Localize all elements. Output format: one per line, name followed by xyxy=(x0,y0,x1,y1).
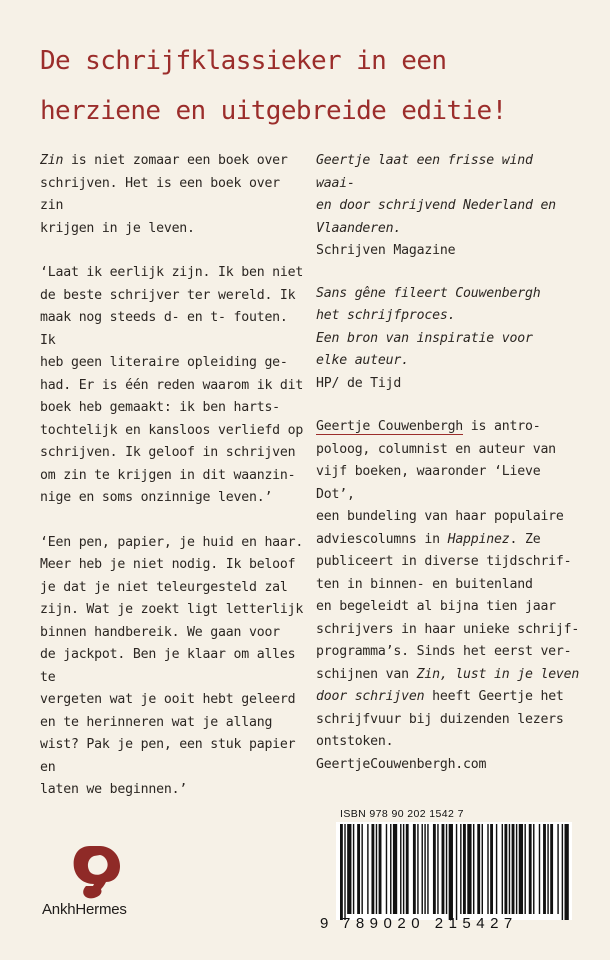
barcode-bar xyxy=(473,824,474,914)
bio-book-title: Zin, lust in je leven door schrijven xyxy=(316,666,580,704)
barcode-bar xyxy=(490,824,493,914)
barcode-bar xyxy=(422,824,423,914)
headline-line-1: De schrijfklassieker in een xyxy=(40,46,447,76)
barcode-bar xyxy=(347,824,351,914)
barcode-bar xyxy=(406,824,409,914)
left-column xyxy=(40,150,308,824)
intro-text: is niet zomaar een boek over schrijven. Het is een boek over zin krijgen in je leven. xyxy=(40,153,288,236)
barcode-bar xyxy=(547,824,548,914)
barcode-bar xyxy=(519,824,523,914)
barcode-bar xyxy=(371,824,374,914)
barcode-bar xyxy=(386,824,387,914)
barcode-bar xyxy=(460,824,461,914)
barcode-bar xyxy=(449,824,453,920)
intro-title: Zin xyxy=(40,153,64,168)
barcode-bar xyxy=(562,824,563,920)
barcode-bar xyxy=(565,824,569,920)
barcode-bar xyxy=(516,824,517,914)
review-quote-source: Schrijven Magazine xyxy=(316,243,456,258)
barcode-bar xyxy=(367,824,368,914)
barcode-bar xyxy=(437,824,438,914)
barcode-bar xyxy=(524,824,525,914)
barcode-bar xyxy=(512,824,515,914)
bio-magazine: Happinez xyxy=(447,531,510,547)
barcode-bar xyxy=(529,824,532,914)
barcode-bar xyxy=(504,824,507,914)
barcode-bar xyxy=(509,824,510,914)
barcode-bar xyxy=(487,824,488,914)
barcode-bar xyxy=(353,824,354,914)
review-quote-2 xyxy=(316,283,578,396)
barcode-bar xyxy=(361,824,362,914)
review-quote-source: HP/ de Tijd xyxy=(316,375,402,391)
barcode-bar xyxy=(533,824,534,914)
barcode-bars xyxy=(336,822,572,920)
barcode-bar xyxy=(456,824,457,920)
barcode-bar xyxy=(502,824,503,914)
author-bio-text xyxy=(316,416,582,776)
barcode-bar xyxy=(376,824,377,914)
bio-fragment: is antro- xyxy=(463,419,541,434)
barcode xyxy=(336,822,572,920)
barcode-bar xyxy=(390,824,391,914)
barcode-bar xyxy=(550,824,553,914)
barcode-bar xyxy=(433,824,436,914)
intro-paragraph xyxy=(40,150,308,240)
quote-paragraph-2: ‘Een pen, papier, je huid en haar. Meer heb je niet nodig. Ik beloof je dat je niet teleurgesteld zal zijn. Wat je zoekt ligt letterlijk binnen handbereik. We gaan voor de jackpot. Ben je klaar om alles te vergeten wat je ooit hebt geleerd en te herinneren wat je allang wist? Pak je pen, een stuk papier en laten we beginnen.’ xyxy=(40,534,304,797)
barcode-bar xyxy=(424,824,425,914)
barcode-bar xyxy=(417,824,418,914)
headline xyxy=(40,36,580,136)
barcode-bar xyxy=(340,824,343,920)
barcode-bar xyxy=(467,824,471,914)
barcode-bar xyxy=(446,824,447,914)
bio-fragment: . Ze publiceert in diverse tijdschrif- ten in binnen- en buitenland en begeleidt al bijna tien jaar schrijvers in haar unieke schrijf- programma’s. Sinds het eerst ver- schijnen van xyxy=(316,531,580,682)
barcode-bar xyxy=(557,824,558,914)
barcode-bar xyxy=(413,824,416,914)
review-quote-text: Geertje laat een frisse wind waai- en door schrijvend Nederland en Vlaanderen. xyxy=(316,153,556,236)
barcode-bar xyxy=(477,824,480,914)
bio-fragment: poloog, columnist en auteur van vijf boeken, waaronder ‘Lieve Dot’, een bundeling van haar populaire adviescolumns in xyxy=(316,441,564,547)
barcode-bar xyxy=(393,824,397,914)
headline-line-2: herziene en uitgebreide editie! xyxy=(40,96,507,126)
barcode-bar xyxy=(427,824,428,914)
author-bio xyxy=(316,416,582,776)
barcode-bar xyxy=(344,824,345,920)
author-website: GeertjeCouwenbergh.com xyxy=(316,756,487,772)
author-name: Geertje Couwenbergh xyxy=(316,419,464,434)
barcode-bar xyxy=(400,824,401,914)
barcode-bar xyxy=(403,824,404,914)
review-quote-text: Sans gêne fileert Couwenbergh het schrijfproces. Een bron van inspiratie voor elke auteur. xyxy=(316,285,541,368)
barcode-bar xyxy=(496,824,497,914)
barcode-bar xyxy=(543,824,546,914)
quote-paragraph-1: ‘Laat ik eerlijk zijn. Ik ben niet de beste schrijver ter wereld. Ik maak nog steeds d- en t- fouten. Ik heb geen literaire opleiding ge- had. Er is één reden waarom ik dit boek heb gemaakt: ik ben harts- tochtelijk en kansloos verliefd op schrijven. Ik geloof in schrijven om zin te krijgen in dit waanzin- nige en soms onzinnige leven.’ xyxy=(40,265,304,505)
barcode-bar xyxy=(482,824,483,914)
publisher-name: AnkhHermes xyxy=(42,901,127,918)
barcode-bar xyxy=(463,824,466,914)
review-quote-1 xyxy=(316,150,578,263)
barcode-bar xyxy=(539,824,540,914)
barcode-bar xyxy=(379,824,382,914)
barcode-first-digit: 9 xyxy=(320,915,334,932)
barcode-bar xyxy=(442,824,445,914)
bio-fragment: heeft Geertje het schrijfvuur bij duizenden lezers ontstoken. xyxy=(316,689,564,749)
barcode-digit-groups: 789020 215427 xyxy=(342,915,518,932)
review-quotes xyxy=(316,150,578,415)
barcode-bar xyxy=(357,824,360,914)
isbn-label: ISBN 978 90 202 1542 7 xyxy=(340,808,464,820)
